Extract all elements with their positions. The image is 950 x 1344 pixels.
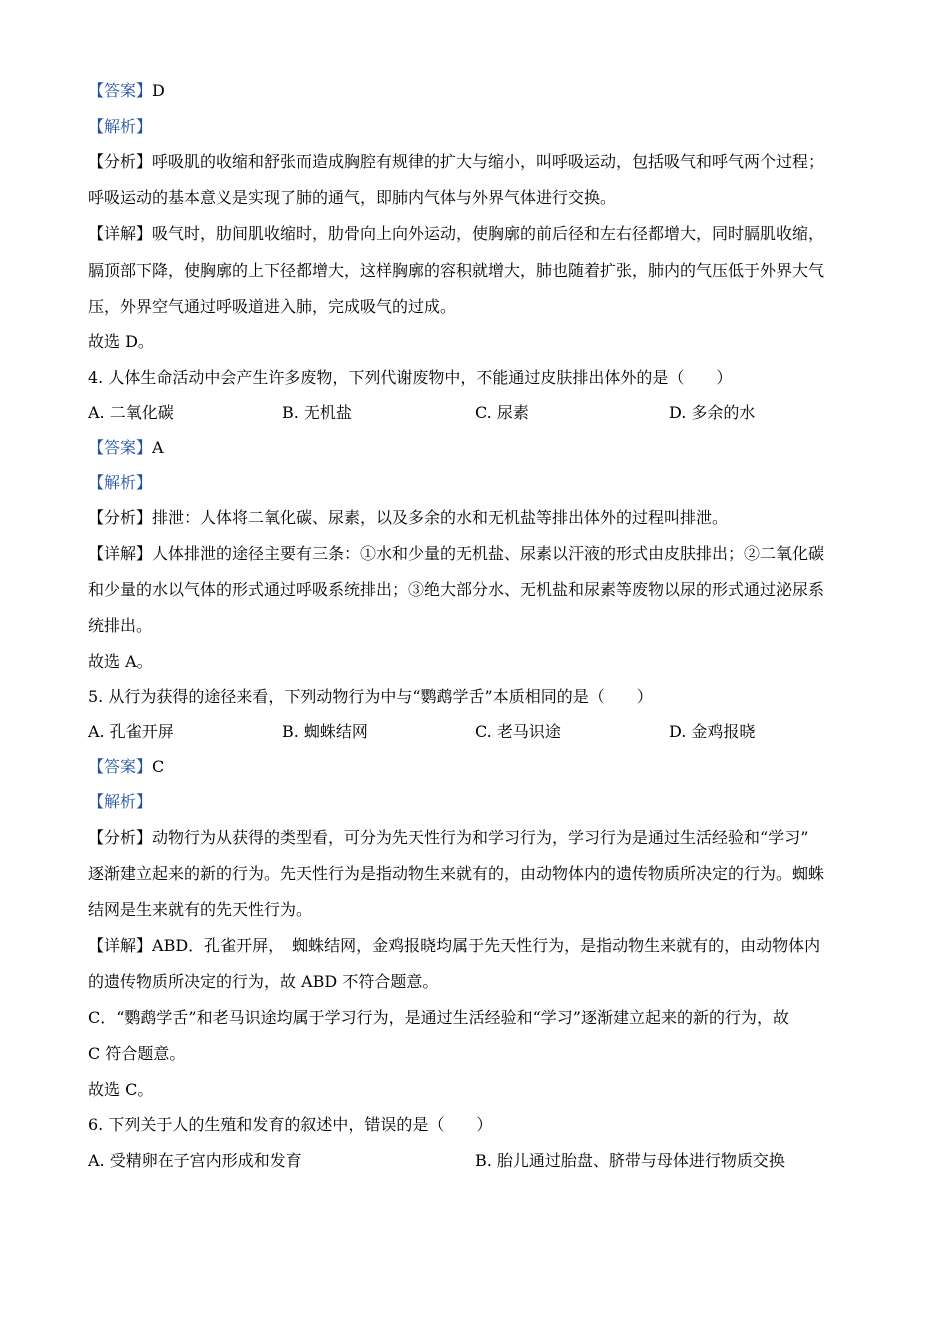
option-c: C. 老马识途 xyxy=(475,722,561,741)
question-text: 4. 人体生命活动中会产生许多废物，下列代谢废物中，不能通过皮肤排出体外的是（ ） xyxy=(88,368,733,387)
detail-tag: 【详解】 xyxy=(88,936,153,955)
explain-tag: 【解析】 xyxy=(88,792,153,811)
detail-line xyxy=(88,223,824,245)
detail-text-cont: C．“鹦鹉学舌”和老马识途均属于学习行为，是通过生活经验和“学习”逐渐建立起来的新的行为，故 xyxy=(88,1008,789,1027)
conclusion: 故选 A。 xyxy=(88,652,153,671)
option-d: D. 金鸡报晓 xyxy=(669,722,756,741)
explain-tag: 【解析】 xyxy=(88,117,153,136)
detail-line xyxy=(88,935,820,957)
analysis-text: 呼吸肌的收缩和舒张而造成胸腔有规律的扩大与缩小，叫呼吸运动，包括吸气和呼气两个过程； xyxy=(152,152,825,171)
analysis-line xyxy=(88,507,728,529)
option-c: C. 尿素 xyxy=(475,403,529,422)
detail-text-cont: 和少量的水以气体的形式通过呼吸系统排出；③绝大部分水、无机盐和尿素等废物以尿的形式通过泌尿系 xyxy=(88,580,825,599)
detail-tag: 【详解】 xyxy=(88,544,153,563)
option-b: B. 胎儿通过胎盘、脐带与母体进行物质交换 xyxy=(475,1151,785,1170)
option-b: B. 无机盐 xyxy=(282,403,352,422)
analysis-text: 排泄：人体将二氧化碳、尿素，以及多余的水和无机盐等排出体外的过程叫排泄。 xyxy=(152,508,729,527)
explain-tag: 【解析】 xyxy=(88,473,153,492)
analysis-tag: 【分析】 xyxy=(88,152,153,171)
analysis-tag: 【分析】 xyxy=(88,508,153,527)
question-text: 6. 下列关于人的生殖和发育的叙述中，错误的是（ ） xyxy=(88,1115,493,1134)
detail-text: ABD．孔雀开屏， 蜘蛛结网，金鸡报晓均属于先天性行为，是指动物生来就有的，由动物体内 xyxy=(152,936,821,955)
answer-tag: 【答案】 xyxy=(88,438,153,457)
analysis-tag: 【分析】 xyxy=(88,828,153,847)
answer-value: A xyxy=(152,438,164,457)
option-a: A. 二氧化碳 xyxy=(88,403,174,422)
detail-text: 人体排泄的途径主要有三条：①水和少量的无机盐、尿素以汗液的形式由皮肤排出；②二氧化碳 xyxy=(152,544,825,563)
answer-line xyxy=(88,756,164,778)
option-b: B. 蜘蛛结网 xyxy=(282,722,368,741)
analysis-text: 动物行为从获得的类型看，可分为先天性行为和学习行为，学习行为是通过生活经验和“学习” xyxy=(152,828,809,847)
conclusion: 故选 D。 xyxy=(88,332,154,351)
answer-tag: 【答案】 xyxy=(88,757,153,776)
detail-line xyxy=(88,543,824,565)
answer-value: D xyxy=(152,81,165,100)
detail-text-cont: C 符合题意。 xyxy=(88,1044,186,1063)
answer-tag: 【答案】 xyxy=(88,81,153,100)
detail-text: 吸气时，肋间肌收缩时，肋骨向上向外运动，使胸廓的前后径和左右径都增大，同时膈肌收缩， xyxy=(152,224,825,243)
detail-tag: 【详解】 xyxy=(88,224,153,243)
answer-value: C xyxy=(152,757,165,776)
conclusion: 故选 C。 xyxy=(88,1080,154,1099)
analysis-line xyxy=(88,151,824,173)
detail-text-cont: 压，外界空气通过呼吸道进入肺，完成吸气的过成。 xyxy=(88,297,457,316)
analysis-text-cont: 结网是生来就有的先天性行为。 xyxy=(88,900,313,919)
detail-text-cont: 的遗传物质所决定的行为，故 ABD 不符合题意。 xyxy=(88,972,439,991)
analysis-line xyxy=(88,827,808,849)
detail-text-cont: 膈顶部下降，使胸廓的上下径都增大，这样胸廓的容积就增大，肺也随着扩张，肺内的气压低于外界大气 xyxy=(88,261,825,280)
option-d: D. 多余的水 xyxy=(669,403,756,422)
option-a: A. 受精卵在子宫内形成和发育 xyxy=(88,1151,302,1170)
question-text: 5. 从行为获得的途径来看，下列动物行为中与“鹦鹉学舌”本质相同的是（ ） xyxy=(88,687,653,706)
option-a: A. 孔雀开屏 xyxy=(88,722,174,741)
answer-line xyxy=(88,80,165,102)
analysis-text-cont: 呼吸运动的基本意义是实现了肺的通气，即肺内气体与外界气体进行交换。 xyxy=(88,188,617,207)
analysis-text-cont: 逐渐建立起来的新的行为。先天性行为是指动物生来就有的，由动物体内的遗传物质所决定的行为。蜘蛛 xyxy=(88,864,825,883)
answer-line xyxy=(88,437,164,459)
detail-text-cont: 统排出。 xyxy=(88,616,153,635)
